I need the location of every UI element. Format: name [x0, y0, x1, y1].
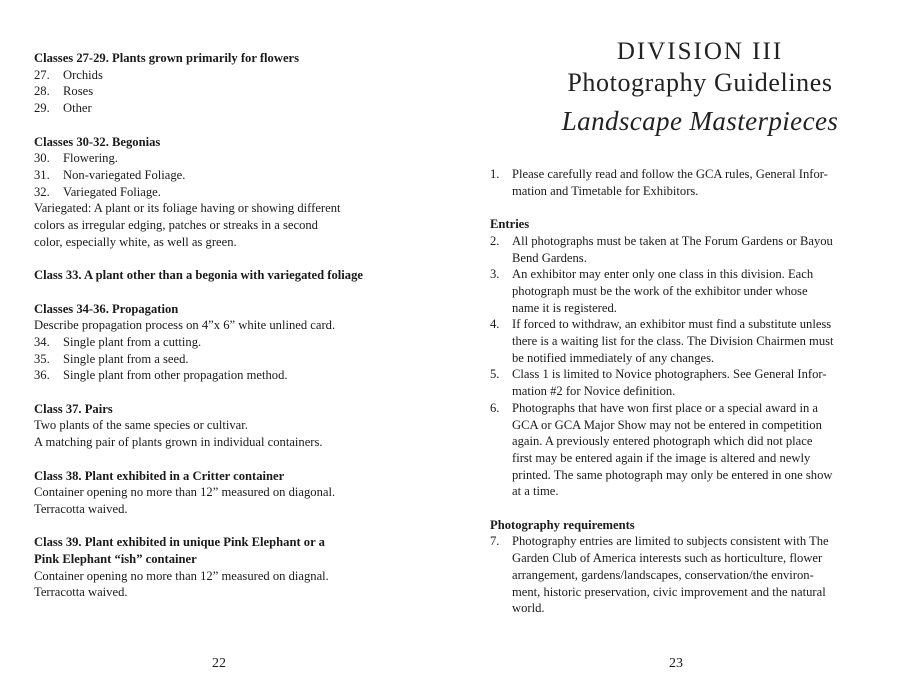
variegated-note-line: color, especially white, as well as green.	[34, 234, 237, 249]
propagation-intro: Describe propagation process on 4”x 6” white unlined card.	[34, 318, 336, 333]
list-item: 36. Single plant from other propagation method.	[34, 368, 288, 383]
right-page	[490, 0, 870, 691]
list-item: 3. An exhibitor may enter only one class in this division. Each photograph must be the work of the exhibitor under whose name it is registered.	[490, 267, 814, 315]
left-page-content	[34, 50, 434, 601]
list-item: 31. Non-variegated Foliage.	[34, 167, 186, 182]
division-script-title: Landscape Masterpieces	[561, 106, 839, 136]
list-item: 29. Other	[34, 101, 92, 116]
variegated-note-line: colors as irregular edging, patches or streaks in a second	[34, 218, 318, 233]
list-item: 34. Single plant from a cutting.	[34, 334, 202, 349]
list-item: 6. Photographs that have won first place or a special award in a GCA or GCA Major Show may not be entered in competition again. A previously entered photograph which did not place first may be entered again if the image is altered and newly printed. The same photograph may only be entered in one show at a time.	[490, 400, 833, 499]
critter-line: Container opening no more than 12” measured on diagonal.	[34, 485, 336, 500]
section-heading-propagation: Classes 34-36. Propagation	[34, 301, 179, 316]
list-item: 28. Roses	[34, 84, 94, 99]
list-item: 7. Photography entries are limited to subjects consistent with The Garden Club of America interests such as horticulture, flower arrangement, gardens/landscapes, conservation/the environ- ment, historic preservation, civic improvement and the natural world.	[490, 534, 829, 616]
list-item: 2. All photographs must be taken at The Forum Gardens or Bayou Bend Gardens.	[490, 233, 833, 265]
left-page	[34, 0, 434, 691]
division-title: DIVISION III	[616, 38, 784, 65]
variegated-note-line: Variegated: A plant or its foliage having or showing different	[34, 201, 341, 216]
section-heading-flowers: Classes 27-29. Plants grown primarily for flowers	[34, 51, 300, 65]
section-heading-entries: Entries	[490, 217, 530, 232]
section-heading-class33: Class 33. A plant other than a begonia with variegated foliage	[34, 268, 363, 283]
division-subtitle: Photography Guidelines	[567, 68, 833, 97]
pairs-line: A matching pair of plants grown in individual containers.	[34, 435, 323, 450]
list-item: 32. Variegated Foliage.	[34, 184, 161, 199]
section-heading-begonias: Classes 30-32. Begonias	[34, 134, 161, 149]
section-heading-photography-requirements: Photography requirements	[490, 517, 635, 532]
pink-elephant-line: Container opening no more than 12” measured on diagnal.	[34, 568, 329, 583]
list-item: 1. Please carefully read and follow the GCA rules, General Infor- mation and Timetable for Exhibitors.	[490, 167, 828, 198]
section-heading-critter: Class 38. Plant exhibited in a Critter container	[34, 468, 285, 483]
list-item: 27. Orchids	[34, 67, 103, 82]
page-number: 22	[212, 656, 226, 671]
page-number: 23	[669, 656, 683, 671]
list-item: 35. Single plant from a seed.	[34, 351, 189, 366]
section-heading-pink-elephant-cont: Pink Elephant “ish” container	[34, 552, 197, 566]
section-heading-pink-elephant: Class 39. Plant exhibited in unique Pink Elephant or a	[34, 535, 325, 550]
list-item: 4. If forced to withdraw, an exhibitor must find a substitute unless there is a waiting list for the class. The Division Chairmen must be notified immediately of any changes.	[490, 317, 834, 365]
section-heading-pairs: Class 37. Pairs	[34, 401, 113, 416]
right-page-content	[490, 166, 870, 617]
list-item: 30. Flowering.	[34, 151, 118, 166]
critter-line: Terracotta waived.	[34, 501, 128, 516]
pink-elephant-line: Terracotta waived.	[34, 585, 128, 600]
pairs-line: Two plants of the same species or cultivar.	[34, 418, 248, 433]
list-item: 5. Class 1 is limited to Novice photographers. See General Infor- mation #2 for Novice definition.	[490, 367, 827, 399]
